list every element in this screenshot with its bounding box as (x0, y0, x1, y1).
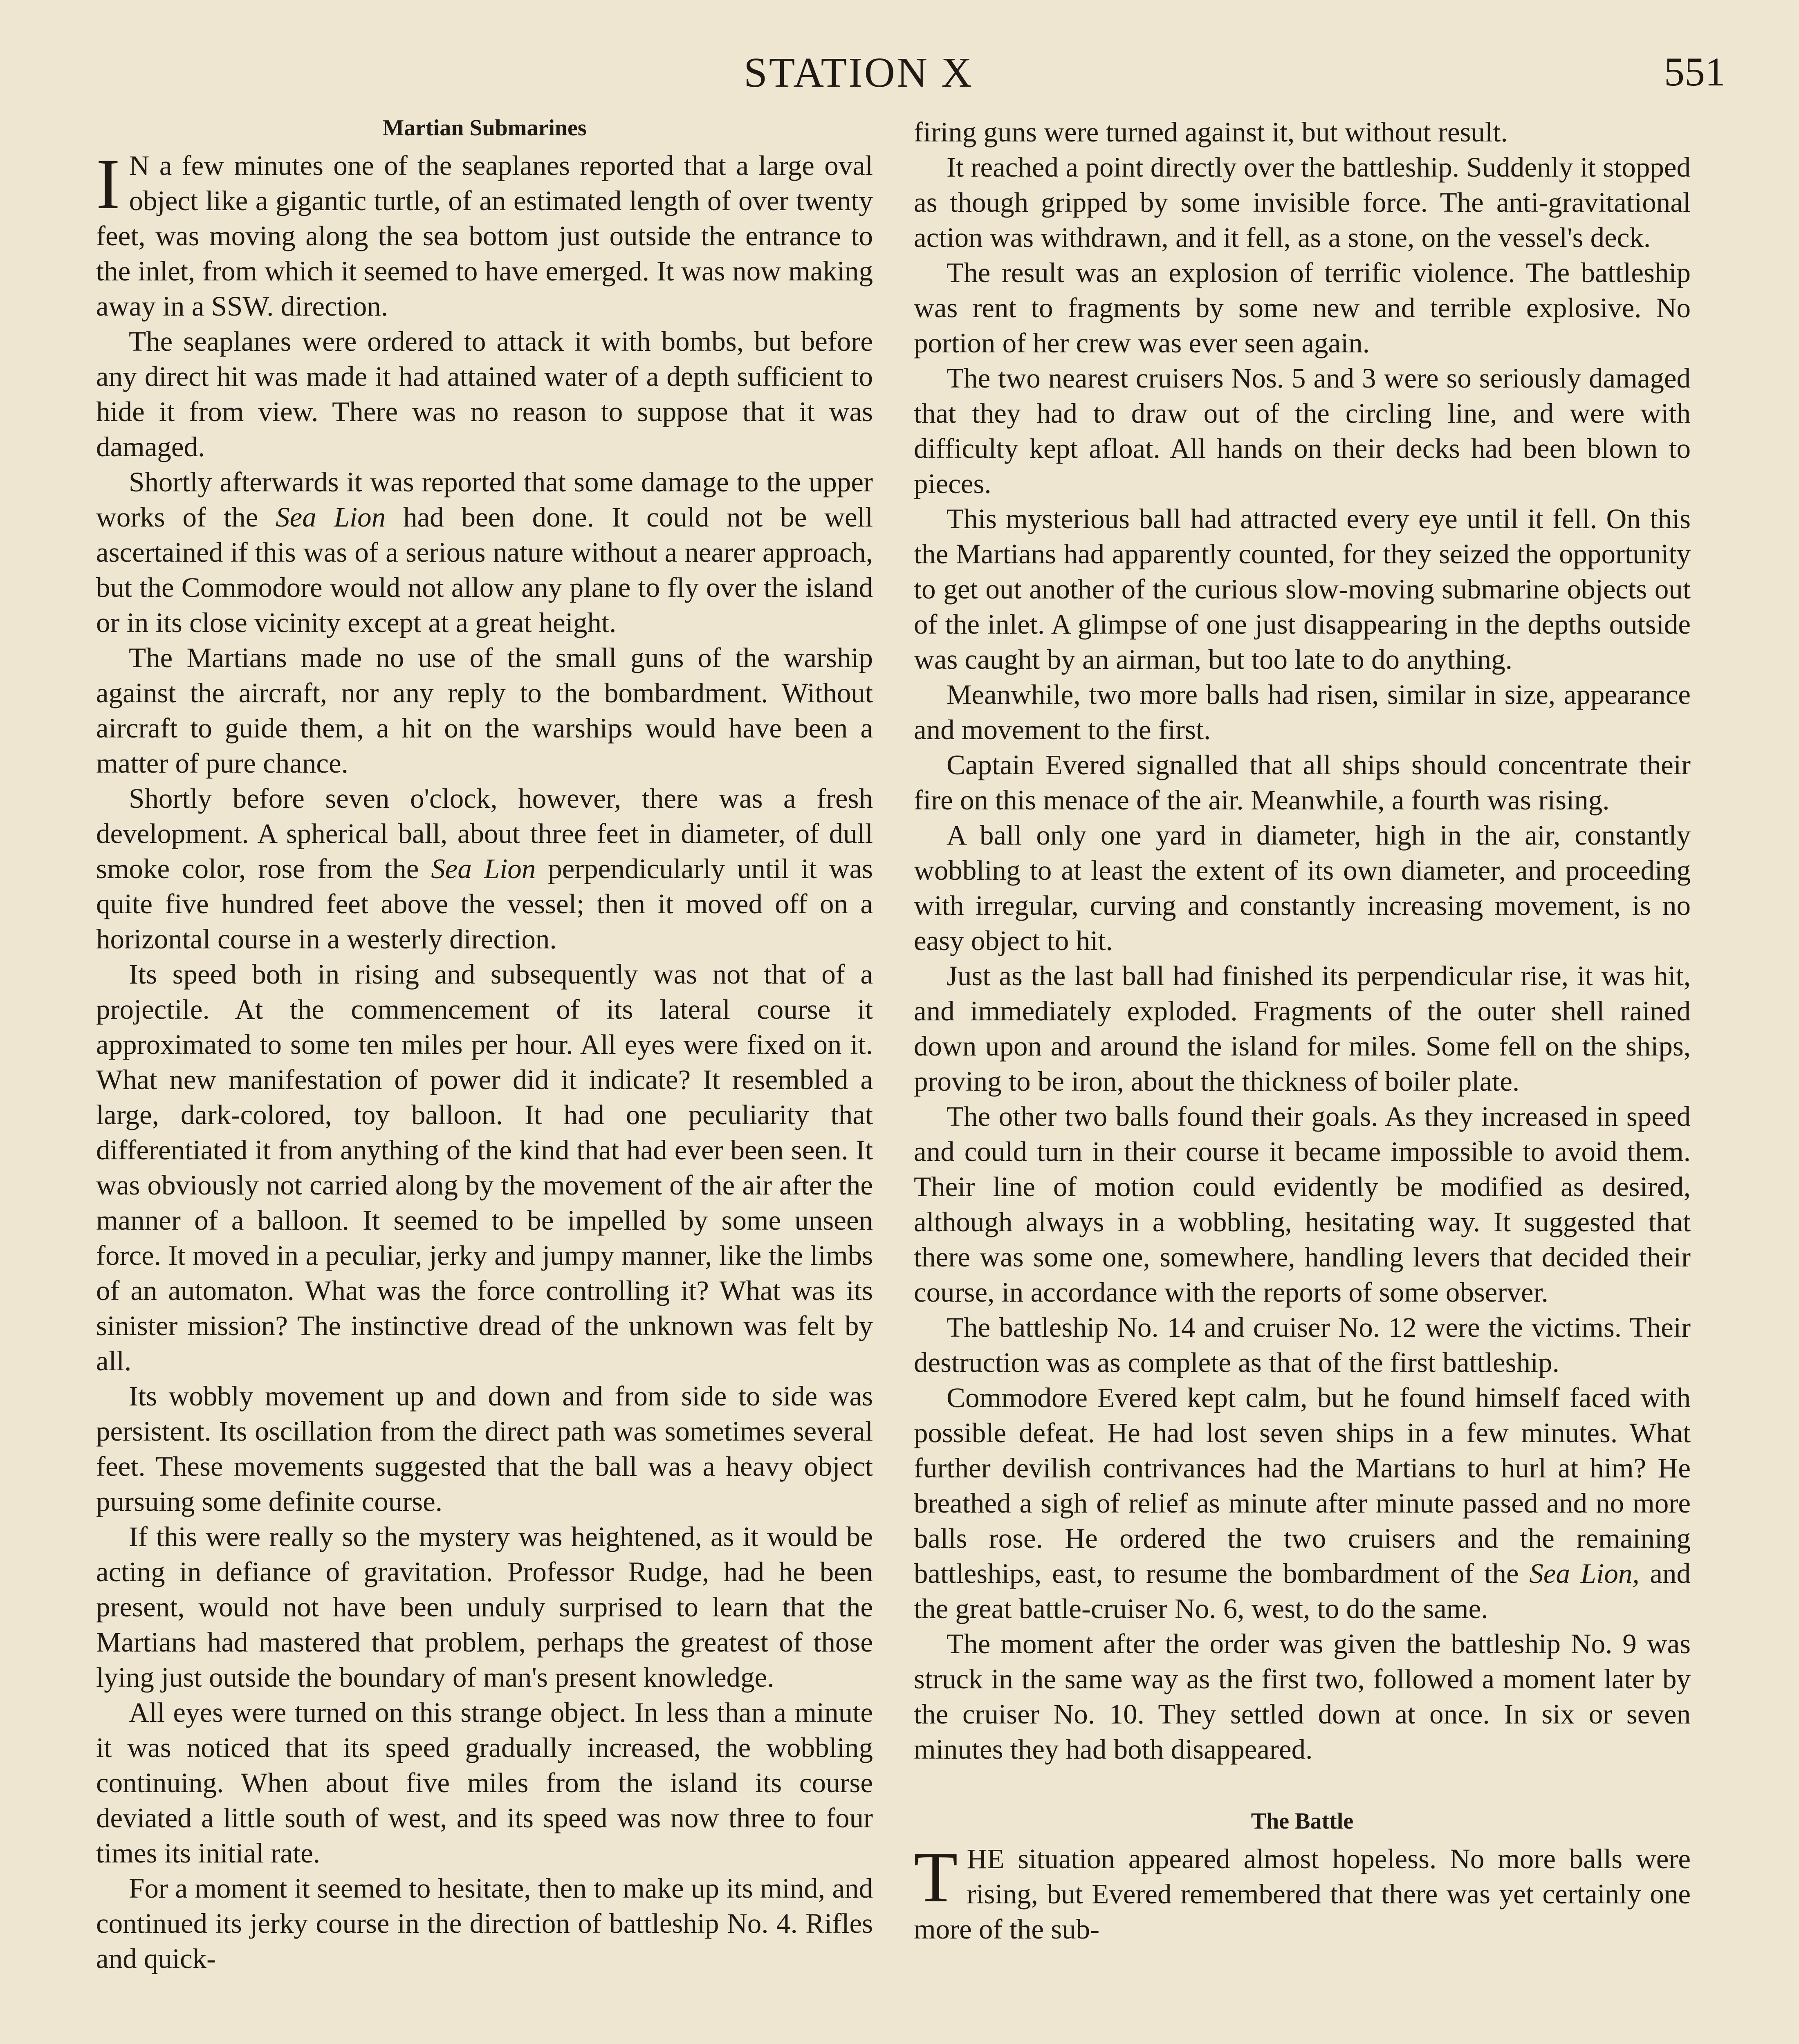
paragraph (914, 1380, 1691, 1626)
section-spacer (914, 1767, 1691, 1804)
paragraph-text: and the great battle-cruiser No. 6, west, to do the same. (914, 1558, 1691, 1624)
paragraph: Captain Evered signalled that all ships should concentrate their fire on this menace of the air. Meanwhile, a fourth was rising. (914, 749, 1691, 816)
paragraph-text: perpendicularly until it was quite five hundred feet above the vessel; then it moved off on a horizontal course in a westerly direction. (96, 853, 873, 955)
paragraph: Meanwhile, two more balls had risen, similar in size, appearance and movement to the first. (914, 679, 1691, 745)
paragraph-text: Shortly afterwards it was reported that some damage to the upper works of the (96, 466, 873, 533)
paragraph-text: N a few minutes one of the seaplanes reported that a large oval object like a gigantic turtle, of an estimated length of over twenty feet, was moving along the sea bottom just outside the entrance to the inlet, from which it seemed to have emerged. It was now making away in a SSW. direction. (96, 150, 873, 322)
paragraph-text: Shortly before seven o'clock, however, there was a fresh development. A spherical ball, about three feet in diameter, of dull smoke color, rose from the (96, 783, 873, 884)
paragraph: All eyes were turned on this strange object. In less than a minute it was noticed that its speed gradually increased, the wobbling continuing. When about five miles from the island its course deviated a little south of west, and its speed was now three to four times its initial rate. (96, 1697, 873, 1869)
paragraph-text: Commodore Evered kept calm, but he found himself faced with possible defeat. He had lost seven ships in a few minutes. What further devilish contrivances had the Martians to hurl at him? He breathed a sigh of relief as minute after minute passed and no more balls rose. He ordered the two cruisers and the remaining battleships, east, to resume the bombardment of the (914, 1382, 1691, 1589)
left-column (96, 110, 873, 1976)
paragraph: The two nearest cruisers Nos. 5 and 3 were so seriously damaged that they had to draw out of the circling line, and were with difficulty kept afloat. All hands on their decks had been blown to pieces. (914, 363, 1691, 499)
drop-cap-letter: I (96, 144, 120, 224)
paragraph-opening (96, 144, 873, 324)
paragraph: The result was an explosion of terrific violence. The battleship was rent to fragments by some new and terrible explosive. No portion of her crew was ever seen again. (914, 257, 1691, 359)
paragraph: The Martians made no use of the small guns of the warship against the aircraft, nor any reply to the bombardment. Without aircraft to guide them, a hit on the warships would have been a matter of pure chance. (96, 642, 873, 779)
paragraph: The other two balls found their goals. As they increased in speed and could turn in their course it became impossible to avoid them. Their line of motion could evidently be modified as desired, although always in a wobbling, hesitating way. It suggested that there was some one, somewhere, handling levers that decided their course, in accordance with the reports of some observer. (914, 1101, 1691, 1308)
ship-name-italic: Sea Lion (276, 502, 386, 533)
paragraph: If this were really so the mystery was heightened, as it would be acting in defiance of gravitation. Professor Rudge, had he been present, would not have been unduly surprised to learn that the Martians had mastered that problem, perhaps the greatest of those lying just outside the boundary of man's present knowledge. (96, 1521, 873, 1693)
paragraph: For a moment it seemed to hesitate, then to make up its mind, and continued its jerky course in the direction of battleship No. 4. Rifles and quick- (96, 1873, 873, 1974)
ship-name-italic: Sea Lion, (1529, 1558, 1640, 1589)
drop-cap-letter: T (914, 1838, 958, 1917)
paragraph: Its speed both in rising and subsequently was not that of a projectile. At the commencement of its lateral course it approximated to some ten miles per hour. All eyes were fixed on it. What new manifestation of power did it indicate? It resembled a large, dark-colored, toy balloon. It had one peculiarity that differentiated it from anything of the kind that had ever been seen. It was obviously not carried along by the movement of the air after the manner of a balloon. It seemed to be impelled by some unseen force. It moved in a peculiar, jerky and jumpy manner, like the limbs of an automaton. What was the force controlling it? What was its sinister mission? The instinctive dread of the unknown was felt by all. (96, 959, 873, 1376)
paragraph: The seaplanes were ordered to attack it with bombs, but before any direct hit was made it had attained water of a depth sufficient to hide it from view. There was no reason to suppose that it was damaged. (96, 326, 873, 462)
ship-name-italic: Sea Lion (431, 853, 536, 884)
paragraph-continued: firing guns were turned against it, but without result. (914, 117, 1508, 148)
section-heading-the-battle: The Battle (1251, 1809, 1354, 1834)
right-column (914, 114, 1691, 1947)
paragraph (96, 781, 873, 957)
paragraph: Just as the last ball had finished its perpendicular rise, it was hit, and immediately exploded. Fragments of the outer shell rained down upon and around the island for miles. Some fell on the ships, proving to be iron, about the thickness of boiler plate. (914, 960, 1691, 1097)
paragraph-battle-opening (914, 1838, 1691, 1947)
running-header-title: STATION X (743, 49, 974, 96)
section-heading-martian-submarines: Martian Submarines (382, 115, 587, 141)
paragraph: The moment after the order was given the battleship No. 9 was struck in the same way as the first two, followed a moment later by the cruiser No. 10. They settled down at once. In six or seven minutes they had both disappeared. (914, 1628, 1691, 1765)
paragraph: A ball only one yard in diameter, high in the air, constantly wobbling to at least the extent of its own diameter, and proceeding with irregular, curving and constantly increasing movement, is no easy object to hit. (914, 820, 1691, 956)
paragraph: The battleship No. 14 and cruiser No. 12 were the victims. Their destruction was as complete as that of the first battleship. (914, 1312, 1691, 1378)
paragraph: Its wobbly movement up and down and from side to side was persistent. Its oscillation from the direct path was sometimes several feet. These movements suggested that the ball was a heavy object pursuing some definite course. (96, 1381, 873, 1517)
page-number: 551 (1664, 49, 1725, 94)
paragraph (96, 464, 873, 640)
paragraph-text: had been done. It could not be well ascertained if this was of a serious nature without a nearer approach, but the Commodore would not allow any plane to fly over the island or in its close vicinity except at a great height. (96, 502, 873, 638)
paragraph-text: HE situation appeared almost hopeless. No more balls were rising, but Evered remembered that there was yet certainly one more of the sub- (914, 1843, 1691, 1945)
paragraph: This mysterious ball had attracted every eye until it fell. On this the Martians had apparently counted, for they seized the opportunity to get out another of the curious slow-moving submarine objects out of the inlet. A glimpse of one just disappearing in the depths outside was caught by an airman, but too late to do anything. (914, 503, 1691, 675)
paragraph: It reached a point directly over the battleship. Suddenly it stopped as though gripped by some invisible force. The anti-gravitational action was withdrawn, and it fell, as a stone, on the vessel's deck. (914, 152, 1691, 253)
